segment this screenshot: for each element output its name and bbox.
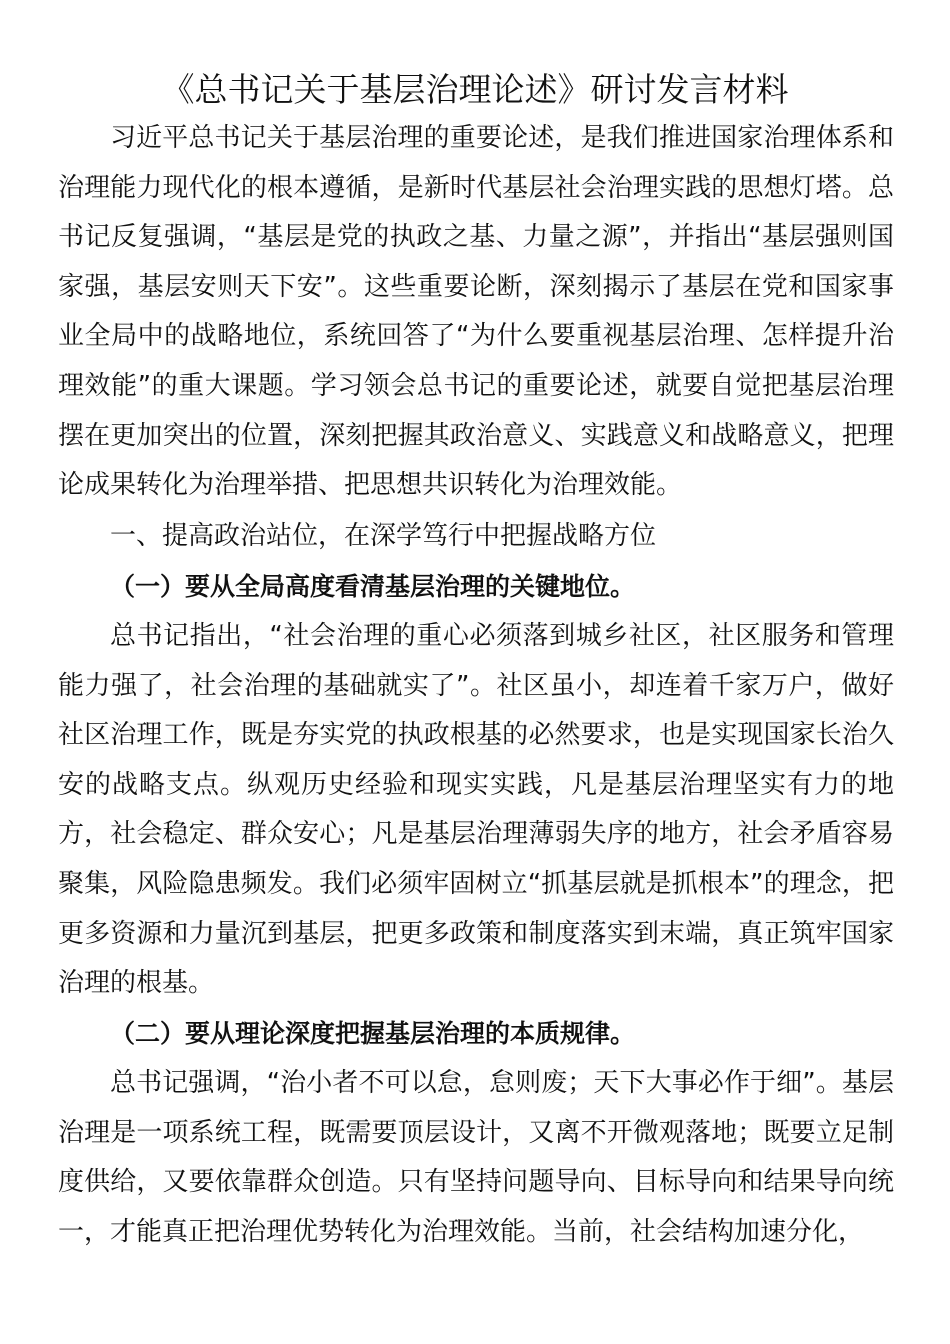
subsection-heading-2: （二）要从理论深度把握基层治理的本质规律。 xyxy=(110,1019,636,1048)
section-heading-1: 一、提高政治站位，在深学笃行中把握战略方位 xyxy=(110,521,657,551)
subsection-heading-1: （一）要从全局高度看清基层治理的关键地位。 xyxy=(110,572,636,601)
subsection-1-paragraph: 总书记指出，“社会治理的重心必须落到城乡社区，社区服务和管理能力强了，社会治理的基础就实了”。社区虽小，却连着千家万户，做好社区治理工作，既是夯实党的执政根基的必然要求，也是实现国家长治久安的战略支点。纵观历史经验和现实实践，凡是基层治理坚实有力的地方，社会稳定、群众安心；凡是基层治理薄弱失序的地方，社会矛盾容易聚集，风险隐患频发。我们必须牢固树立“抓基层就是抓根本”的理念，把更多资源和力量沉到基层，把更多政策和制度落实到末端，真正筑牢国家治理的根基。 xyxy=(58,621,894,999)
document-title: 《总书记关于基层治理论述》研讨发言材料 xyxy=(161,70,789,109)
subsection-2-paragraph: 总书记强调，“治小者不可以怠，怠则废；天下大事必作于细”。基层治理是一项系统工程，既需要顶层设计，又离不开微观落地；既要立足制度供给，又要依靠群众创造。只有坚持问题导向、目标导向和结果导向统一，才能真正把治理优势转化为治理效能。当前，社会结构加速分化， xyxy=(58,1068,894,1247)
intro-paragraph: 习近平总书记关于基层治理的重要论述，是我们推进国家治理体系和治理能力现代化的根本遵循，是新时代基层社会治理实践的思想灯塔。总书记反复强调，“基层是党的执政之基、力量之源”，并指出“基层强则国家强，基层安则天下安”。这些重要论断，深刻揭示了基层在党和国家事业全局中的战略地位，系统回答了“为什么要重视基层治理、怎样提升治理效能”的重大课题。学习领会总书记的重要论述，就要自觉把基层治理摆在更加突出的位置，深刻把握其政治意义、实践意义和战略意义，把理论成果转化为治理举措、把思想共识转化为治理效能。 xyxy=(58,123,894,501)
